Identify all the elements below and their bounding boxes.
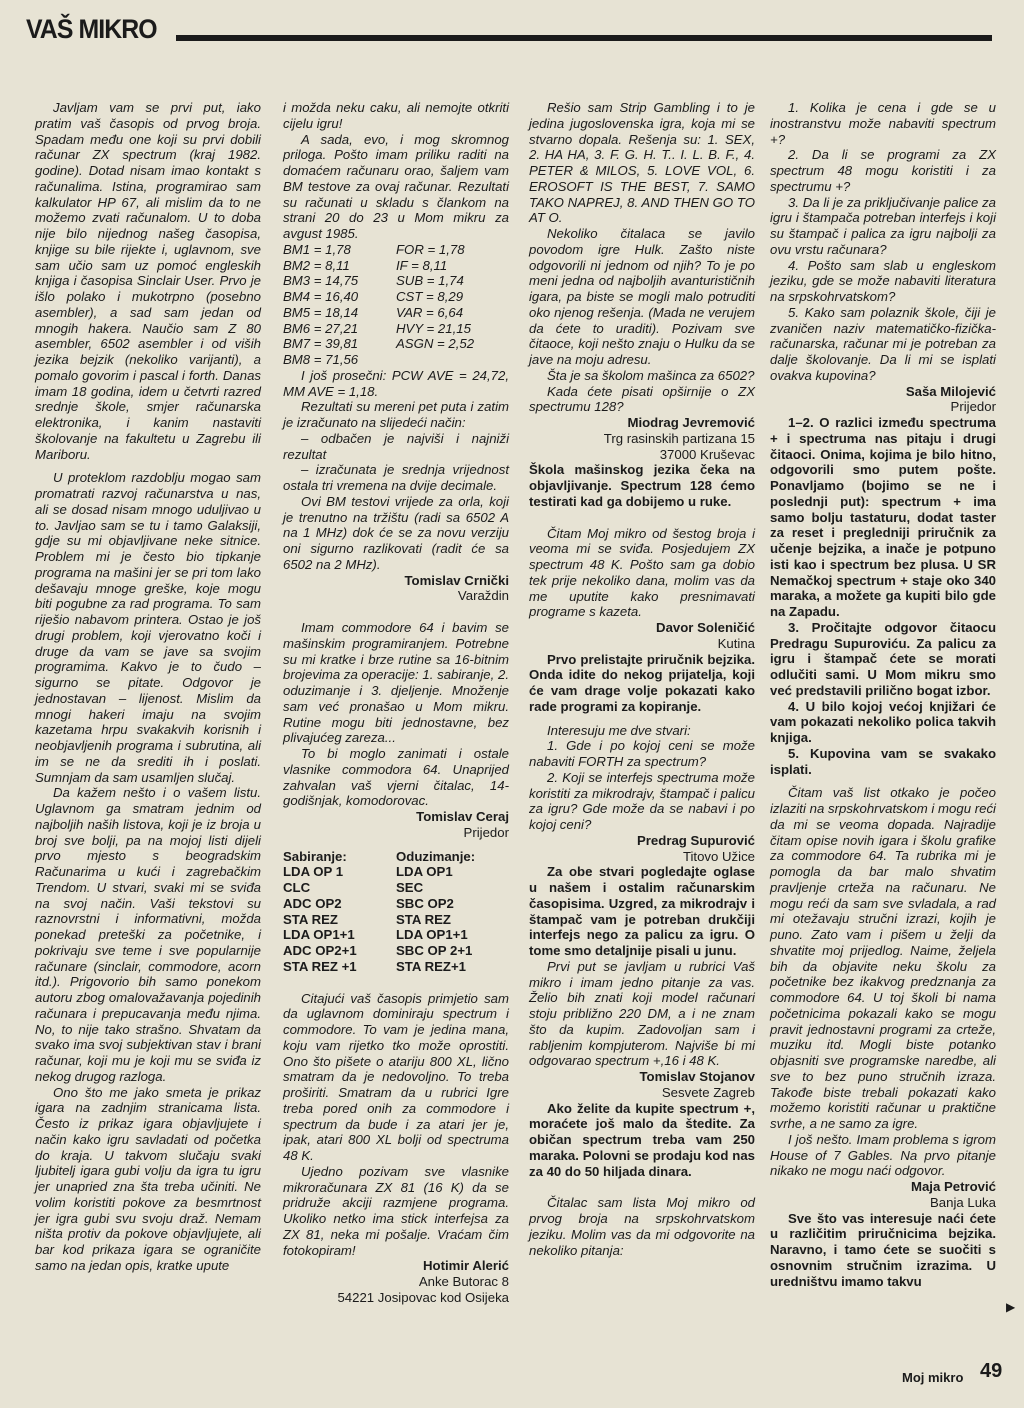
- letter-paragraph: Prvi put se javljam u rubrici Vaš mikro i imam jedno pitanje za vas. Želio bih znati koji model računari stoju približno 220 DM, a i ne znam što da kupim. Zadovoljan sam i rabljenim kompjuterom. Najviše bi mi odgovarao spectrum +,16 i 48 K.: [529, 958, 755, 1069]
- author-place: Sesvete Zagreb: [661, 1084, 755, 1100]
- column-1: [35, 100, 261, 1274]
- author-name: Hotimir Alerić: [423, 1258, 509, 1274]
- table-cell: ASGN = 2,52: [396, 336, 475, 352]
- author-place: Prijedor: [463, 824, 509, 840]
- table-cell: BM4 = 16,40: [283, 289, 359, 304]
- table-row: [283, 352, 509, 368]
- table-cell: LDA OP1+1: [396, 927, 468, 943]
- table-cell: STA REZ +1: [283, 958, 357, 974]
- table-row: [283, 912, 509, 928]
- table-cell: SBC OP2: [396, 895, 454, 911]
- author-place: 37000 Kruševac: [659, 446, 755, 462]
- letter-paragraph: i možda neku caku, ali nemojte otkriti cijelu igru!: [283, 100, 509, 131]
- editor-answer: 1–2. O razlici između spectruma + i spectruma nas pitaju i drugi čitaoci. Onima, kojima je bilo hitno, odgovorili smo putem pošte. Ponavljamo (bojimo se ne i poslednji put): spectrum + ima samo bolju tastaturu, dodat taster za reset i pregledniji priručnik za učenje bejzika, a inače je potpuno isti kao i spectrum bez plusa. U SR Nemačkoj spectrum + staje oko 340 maraka, a možete ga kupiti bilo gde na Zapadu.: [770, 415, 996, 619]
- editor-answer: Ako želite da kupite spectrum +, moraćete još malo da štedite. Za običan spectrum treba vam 250 maraka. Polovni se prodaju kod nas za 40 do 50 hiljada dinara.: [529, 1100, 755, 1179]
- table-cell: SEC: [396, 880, 424, 895]
- letter-paragraph: Ujedno pozivam sve vlasnike mikroračunara ZX 81 (16 K) da se pridruže akciji razmjene programa. Ukoliko netko ima stick interfejsa za ZX 81, neka mi pošalje. Vraćam čim fotokopiram!: [283, 1163, 509, 1258]
- editor-answer: 5. Kupovina vam se svakako isplati.: [770, 745, 996, 777]
- table-row: [283, 273, 509, 289]
- table-row: [283, 305, 509, 321]
- table-row: [283, 321, 509, 337]
- table-cell: ADC OP2: [283, 895, 342, 911]
- page-number: 49: [980, 1360, 1003, 1382]
- table-cell: STA REZ: [283, 911, 338, 927]
- letter-paragraph: – izračunata je srednja vrijednost ostala tri vremena na dvije decimale.: [283, 462, 509, 493]
- table-cell: ADC OP2+1: [283, 943, 357, 958]
- table-cell: BM8 = 71,56: [283, 352, 359, 367]
- table-cell: VAR = 6,64: [396, 304, 464, 320]
- letter-paragraph: Nekoliko čitalaca se javilo povodom igre Hulk. Zašto niste odgovorili ni jednom od njih? To je po meni jedna od najboljih avanturističnih igara, pa biste se mogli malo potruditi oko njenog rešenja. (Mada ne verujem da ćete to uraditi). Pozivam sve čitaoce, koji nešto znaju o Hulku da se jave na moju adresu.: [529, 226, 755, 367]
- letter-paragraph: Imam commodore 64 i bavim se mašinskim programiranjem. Potrebne su mi kratke i brze rutine sa 16-bitnim brojevima za operacije: 1. sabiranje, 2. oduzimanje i 3. djeljenje. Množenje sam već pronašao u Mom mikru. Rutine mogu biti jednostavne, bez plivajućeg zareza...: [283, 620, 509, 746]
- table-cell: STA REZ: [396, 911, 451, 927]
- author-name: Tomislav Ceraj: [416, 809, 509, 824]
- letter-paragraph: A sada, evo, i mog skromnog priloga. Pošto imam priliku raditi na domaćem računaru orao, šaljem vam BM testove za ovaj računar. Rezultati su računati u skladu s člankom na strani 20 do 23 u Mom mikru za avgust 1985.: [283, 131, 509, 241]
- letter-paragraph: 1. Gde i po kojoj ceni se može nabaviti FORTH za spectrum?: [529, 738, 755, 769]
- section-title: VAŠ MIKRO: [26, 14, 157, 44]
- table-cell: [396, 352, 509, 368]
- letter-paragraph: Šta je sa školom mašinca za 6502?: [547, 367, 755, 383]
- table-row: [283, 880, 509, 896]
- letter-paragraph: Javljam vam se prvi put, iako pratim vaš časopis od prvog broja. Spadam među one koji su prvi dobili računar ZX spectrum (kraj 1982. godine). Dotad nisam imao kontakt s računalima. Istina, programirao sam kalkulator HP 67, ali mislim da to ne možemo zvati računalom. U to doba nije bilo nijednog našeg časopisa, knjige su bile rijekte i, uglavnom, sve sam učio sam uz pomoć engleskih knjiga i časopisa Sinclair User. Prvo je išlo polako i mukotrpno (posebno asembler), a sad sam jedan od mnogih hakera. Naučio sam Z 80 asembler, 6502 asembler i od viših jezika bejzik (nekoliko varijanti), a pomalo govorim i pascal i forth. Danas imam 18 godina, idem u četvrti razred srednje škole, smjer računarska elektronika, i kanim nastaviti školovanje na fakultetu u Zagrebu ili Mariboru.: [35, 100, 261, 462]
- continue-arrow-icon: ▶: [1006, 1300, 1016, 1314]
- table-cell: FOR = 1,78: [396, 241, 465, 257]
- table-row: [283, 864, 509, 880]
- table-cell: BM6 = 27,21: [283, 320, 359, 336]
- table-row: [283, 943, 509, 959]
- editor-answer: 4. U bilo kojoj većoj knjižari će vam pokazati nekoliko polica takvih knjiga.: [770, 698, 996, 745]
- table-cell: LDA OP1: [396, 864, 453, 880]
- table-cell: BM5 = 18,14: [283, 304, 359, 320]
- table-row: [283, 849, 509, 865]
- editor-answer: Za obe stvari pogledajte oglase u našem i ostalim računarskim časopisima. Uzgred, za mikrodrajv i štampač vam je potreban drukčiji interfejs nego za palicu za igru. O tome smo detaljnije pisali u junu.: [529, 864, 755, 958]
- table-cell: BM7 = 39,81: [283, 336, 359, 352]
- column-3: [529, 100, 755, 1258]
- table-cell: STA REZ+1: [396, 958, 466, 974]
- table-cell: HVY = 21,15: [396, 320, 471, 336]
- author-name: Maja Petrović: [910, 1179, 996, 1194]
- question: 4. Pošto sam slab u engleskom jeziku, gde se može nabaviti literatura na srpskohrvatskom?: [770, 257, 996, 304]
- letter-paragraph: Rešio sam Strip Gambling i to je jedina jugoslovenska igra, koja mi se stvarno dopala. Rešenja su: 1. SEX, 2. HA HA, 3. F. G. H. T.. I. L. B. F., 4. PETER & MILOS, 5. LOVE VOL, 6. EROSOFT IS THE BEST, 7. SAMO TAKO NAPREJ, 8. AND THEN GO TO AT O.: [529, 100, 755, 226]
- letter-paragraph: Citajući vaš časopis primjetio sam da uglavnom dominiraju spectrum i commodore. To vam je jedina mana, koju vam rijetko tko može oprostiti. Ono što pišete o atariju 800 XL, lično smatram da je nedovoljno. To treba proširiti. Smatram da u rubrici Igre treba pored onih za commodore i spectrum da bude i za atari jer je, ipak, atari 800 XL bolji od spectruma 48 K.: [283, 990, 509, 1163]
- listing-heading: Oduzimanje:: [396, 848, 476, 864]
- letter-paragraph: I još prosečni: PCW AVE = 24,72, MM AVE = 1,18.: [283, 367, 509, 399]
- letter-paragraph: Ovi BM testovi vrijede za orla, koji je trenutno na tržištu (radi sa 6502 A na 1 MHz) dok će se za novu verziju oni sigurno razlikovati (radit će sa 6502 na 2 MHz).: [283, 493, 509, 572]
- letter-paragraph: U proteklom razdoblju mogao sam promatrati razvoj računarstva u nas, ali se dosad nisam mnogo uduljivao u to. Javljao sam se tu i tamo Galaksiji, gdje su mi objavljivane neke sitnice. Problem mi je često bio tipkanje programa na mašini jer se pri tom lako dešavaju mnoge greške, koje mogu biti pogubne za rad programa. To sam riješio nabavom printera. Ostao je još drugi problem, koji vjerovatno koči i druge da vam se jave sa svojim programima. Kakvo je to čudo – sigurno se pitate. Odgovor je jednostavan – lijenost. Mislim da mnogi hakeri imaju na svojim kazetama hrpu svakakvih korisnih i neobjavljenih programa i subrutina, ali im se ne da srediti ih i poslati. Sumnjam da sam usamljen slučaj.: [35, 470, 261, 785]
- table-cell: LDA OP 1: [283, 864, 344, 880]
- letter-paragraph: – odbačen je najviši i najniži rezultat: [283, 430, 509, 462]
- author-name: Predrag Supurović: [637, 832, 755, 848]
- author-address: Anke Butorac 8: [418, 1274, 509, 1289]
- benchmark-table: [283, 242, 509, 368]
- letter-paragraph: Čitam Moj mikro od šestog broja i veoma mi se sviđa. Posjedujem ZX spectrum 48 K. Pošto sam ga dobio tek prije nekoliko dana, molim vas da me uputite kako presnimavati programe s kazeta.: [529, 525, 755, 620]
- editor-answer: 3. Pročitajte odgovor čitaocu Predragu Supuroviću. Za palicu za igru i štampač ćete se morati odlučiti sami. U Mom mikru smo već predstavili prilično bogat izbor.: [770, 619, 996, 698]
- author-name: Davor Soleničić: [656, 620, 755, 635]
- letter-paragraph: Rezultati su mereni pet puta i zatim je izračunato na slijedeći način:: [283, 399, 509, 430]
- author-name: Tomislav Stojanov: [639, 1069, 755, 1084]
- question: 1. Kolika je cena i gde se u inostranstvu može nabaviti spectrum +?: [770, 100, 996, 147]
- table-row: [283, 258, 509, 274]
- table-cell: BM3 = 14,75: [283, 273, 359, 289]
- letter-paragraph: Kada ćete pisati opširnije o ZX spectrumu 128?: [529, 383, 755, 415]
- author-address: Trg rasinskih partizana 15: [603, 430, 755, 446]
- letter-paragraph: Čitalac sam lista Moj mikro od prvog broja na srpskohrvatskom jeziku. Molim vas da mi odgovorite na nekoliko pitanja:: [529, 1195, 755, 1258]
- table-row: [283, 896, 509, 912]
- letter-paragraph: I još nešto. Imam problema s igrom House of 7 Gables. Na prvo pitanje nikako ne mogu naći odgovor.: [770, 1131, 996, 1179]
- table-cell: SUB = 1,74: [396, 273, 464, 289]
- table-row: [283, 242, 509, 258]
- editor-answer: Škola mašinskog jezika čeka na objavljivanje. Spectrum 128 ćemo testirati kad ga dobijemo u ruke.: [529, 462, 755, 509]
- author-name: Saša Milojević: [905, 383, 996, 399]
- author-name: Tomislav Crnički: [404, 572, 509, 588]
- table-row: [283, 959, 509, 975]
- letter-paragraph: 2. Koji se interfejs spectruma može koristiti za mikrodrajv, štampač i palicu za igru? Gde može da se nabavi i po kojoj ceni?: [529, 769, 755, 832]
- header-rule: [176, 35, 992, 41]
- editor-answer: Prvo prelistajte priručnik bejzika. Onda idite do nekog prijatelja, koji će vam drage volje pokazati kako rade programi za kopiranje.: [529, 651, 755, 714]
- assembly-listing: [283, 849, 509, 975]
- question: 5. Kako sam polaznik škole, čiji je zvaničen naziv matematičko-fizička-računarska, računar mi je potreban za dalje školovanje. Da li mi se isplati ovakva kupovina?: [770, 304, 996, 383]
- table-row: [283, 289, 509, 305]
- table-row: [283, 927, 509, 943]
- author-place: 54221 Josipovac kod Osijeka: [337, 1289, 509, 1305]
- author-place: Banja Luka: [930, 1194, 996, 1210]
- letter-paragraph: Čitam vaš list otkako je počeo izlaziti na srpskohrvatskom i mogu reći da mi se veoma dopada. Najradije čitam opise novih igara i školu grafike za commodore 64. Ta rubrika mi je pomogla da bar malo shvatim pravljenje crteža na računaru. Ne mogu reći da sam sve svladala, a rad mi otežavaju stručni izrazi, kojih je puno. Zato vam i pišem u želji da shvatite moj prijedlog. Naime, željela bih da objavite neku školu za početnike bez ikakvog predznanja za commodore 64. U toj školi bi nama početnicima pokazali kako se mogu pravit jednostavni programi za crteže, muziku itd. Mogli biste potanko objasniti sve programske naredbe, ali sve to bez puno stručnih izraza. Takođe biste trebali pokazati kako možemo koristiti računar u praktične svrhe, a ne samo za igre.: [770, 785, 996, 1131]
- table-cell: SBC OP 2+1: [396, 943, 473, 958]
- table-cell: CLC: [283, 880, 311, 895]
- table-row: [283, 336, 509, 352]
- letter-paragraph: Ono što me jako smeta je prikaz igara na zadnjim stranicama lista. Često iz prikaz igara objavljujete i način kako igru savladati od početka do kraja. U takvom slučaju svaki ljubitelj igara gubi volju da igra tu igru jer unapried zna šta treba učiniti. Ne volim koristiti pokove za besmrtnost jer igra gubi svu svoju draž. Nemam ništa protiv da pokove objavljujete, ali bar kod prikaza igara se ograničite samo na jedan opis, kratke upute: [35, 1084, 261, 1273]
- listing-heading: Sabiranje:: [283, 848, 347, 864]
- author-place: Prijedor: [950, 399, 996, 415]
- letter-paragraph: Da kažem nešto i o vašem listu. Uglavnom ga smatram jednim od najboljih naših listova, koji je iz broja u broj sve bolji, pa na mojoj listi dijeli prvo mjesto s beogradskim Računarima u kući i zagrebačkim Trendom. U stvari, svaki mi se sviđa na svoj način. Vaši tekstovi su raznovrstni i informativni, možda ponekad preteški za početnike, i pokrivaju sve teme i sve popularnije računare (sinclair, commodore, acorn itd.). Prigovorio bih samo ponekom autoru zbog omalovažavanja pojedinih računara i prepucavanja među njima. No, to nije tako strašno. Shvatam da svako ima svoj subjektivan stav i brani računar, koji mu je koji mu se sviđa iz nekog drugog razloga.: [35, 785, 261, 1084]
- letter-paragraph: To bi moglo zanimati i ostale vlasnike commodora 64. Unaprijed zahvalan vaš vjerni čitalac, 14-godišnjak, komodorovac.: [283, 746, 509, 809]
- letter-paragraph: Interesuju me dve stvari:: [547, 722, 691, 738]
- table-cell: CST = 8,29: [396, 289, 464, 304]
- question: 2. Da li se programi za ZX spectrum 48 mogu koristiti i za spectrumu +?: [770, 147, 996, 194]
- table-cell: LDA OP1+1: [283, 927, 355, 943]
- column-4: [770, 100, 996, 1289]
- author-place: Kutina: [717, 635, 755, 651]
- editor-answer: Sve što vas interesuje naći ćete u različitim priručnicima bejzika. Naravno, i tamo ćete se suočiti s osnovnim stručnim izrazima. U uredništvu imamo takvu: [770, 1210, 996, 1289]
- section-header: [26, 14, 992, 46]
- author-name: Miodrag Jevremović: [627, 415, 755, 430]
- author-place: Varaždin: [457, 588, 509, 604]
- footer-magazine-name: Moj mikro: [902, 1370, 964, 1385]
- question: 3. Da li je za priključivanje palice za igru i štampača potreban interfejs i koji su štampač i palica za igru najbolji za ovu vrstu računara?: [770, 194, 996, 257]
- table-cell: IF = 8,11: [396, 257, 448, 273]
- author-place: Titovo Užice: [682, 848, 755, 864]
- table-cell: BM1 = 1,78: [283, 241, 351, 257]
- column-2: [283, 100, 509, 1306]
- table-cell: BM2 = 8,11: [283, 257, 350, 273]
